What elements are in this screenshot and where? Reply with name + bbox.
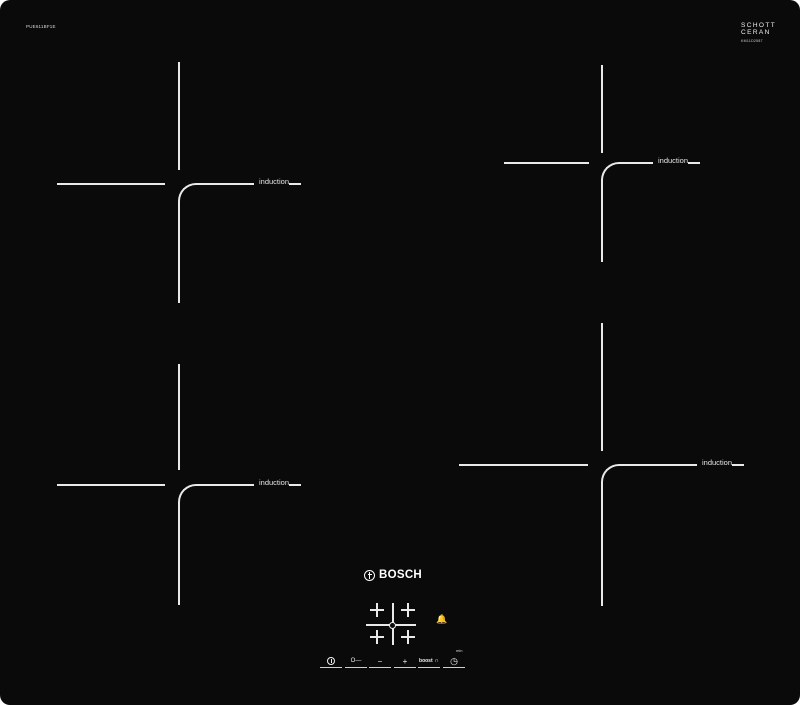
- bosch-armature-icon: [364, 570, 375, 581]
- power-button[interactable]: [320, 655, 342, 668]
- zone-marker-line: [178, 364, 180, 470]
- zone-marker-line: [57, 183, 165, 185]
- zone-select-rear-left[interactable]: [370, 603, 384, 617]
- zone-select-center-ring: [389, 622, 396, 629]
- zone-marker-line: [688, 162, 700, 164]
- zone-marker-line: [178, 504, 180, 605]
- zone-select-rear-right[interactable]: [401, 603, 415, 617]
- zone-marker-corner: [178, 183, 200, 205]
- boost-label: boost: [419, 658, 433, 664]
- zone-marker-line: [178, 62, 180, 170]
- pot-icon: ∩: [434, 658, 439, 664]
- zone-marker-line: [198, 484, 254, 486]
- zone-marker-line: [621, 162, 653, 164]
- minus-button[interactable]: [369, 655, 391, 668]
- minus-icon: −: [377, 656, 383, 666]
- brand-name: BOSCH: [379, 569, 423, 581]
- zone-marker-line: [601, 65, 603, 153]
- zone-marker-line: [601, 182, 603, 262]
- boost-button[interactable]: [418, 655, 440, 668]
- zone-marker-line: [504, 162, 589, 164]
- zone-select-cross-bar: [401, 609, 415, 611]
- zone-marker-line: [198, 183, 254, 185]
- schott-ceran-logo-subtext: KM11D2587: [741, 39, 763, 43]
- zone-label: induction: [702, 458, 733, 467]
- zone-marker-line: [289, 183, 301, 185]
- timer-button[interactable]: [443, 655, 465, 668]
- schott-ceran-logo-line2: CERAN: [741, 29, 771, 36]
- power-icon: [327, 657, 335, 665]
- zone-select-front-right[interactable]: [401, 630, 415, 644]
- schott-ceran-logo: [741, 22, 781, 45]
- model-code: PUE611BF1E: [26, 24, 56, 29]
- bell-icon[interactable]: 🔔: [436, 614, 448, 624]
- plus-icon: +: [402, 656, 408, 666]
- zone-marker-line: [601, 323, 603, 451]
- zone-label: induction: [259, 478, 290, 487]
- zone-label: induction: [259, 177, 290, 186]
- zone-marker-line: [459, 464, 588, 466]
- child-lock-button[interactable]: [345, 655, 367, 668]
- zone-marker-line: [178, 203, 180, 303]
- zone-select-cross-bar: [370, 609, 384, 611]
- timer-unit-label: min: [456, 648, 463, 653]
- zone-marker-corner: [601, 464, 623, 486]
- zone-marker-line: [601, 484, 603, 606]
- zone-select-cross-bar: [401, 636, 415, 638]
- zone-label: induction: [658, 156, 689, 165]
- clock-icon: ◷: [450, 655, 458, 666]
- bosch-logo: [364, 569, 422, 581]
- zone-select-cross-bar: [370, 636, 384, 638]
- zone-marker-corner: [601, 162, 623, 184]
- zone-marker-line: [621, 464, 697, 466]
- zone-marker-line: [57, 484, 165, 486]
- zone-select-front-left[interactable]: [370, 630, 384, 644]
- key-icon: O—: [350, 658, 362, 664]
- schott-ceran-logo-line1: SCHOTT: [741, 22, 777, 29]
- zone-marker-line: [289, 484, 301, 486]
- zone-marker-line: [732, 464, 744, 466]
- plus-button[interactable]: [394, 655, 416, 668]
- zone-marker-corner: [178, 484, 200, 506]
